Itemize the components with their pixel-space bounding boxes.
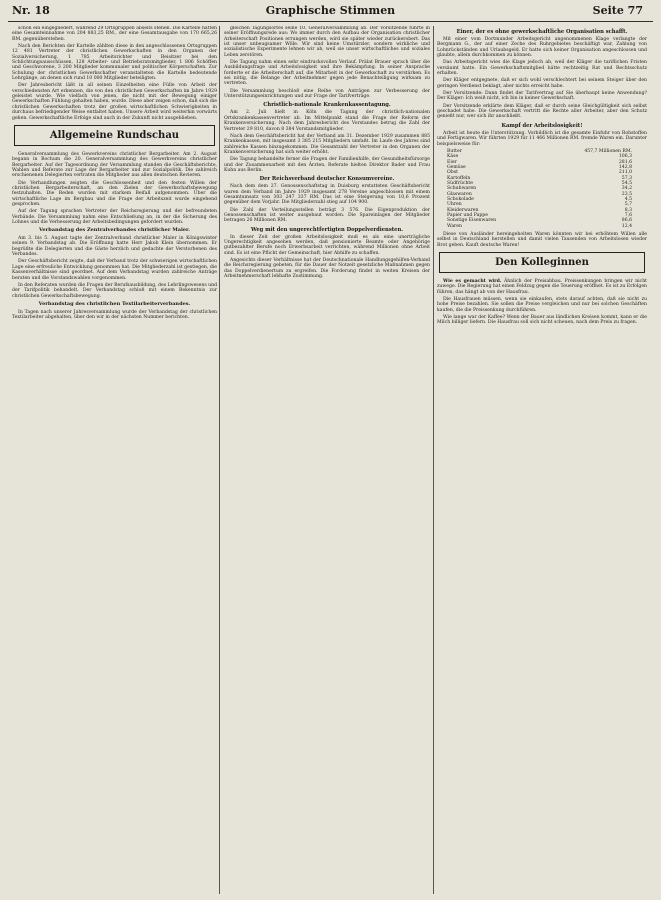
import-table: [447, 149, 632, 229]
column-2: [224, 26, 430, 896]
article-heading: Kampf der Arbeitslosigkeit!: [501, 122, 583, 129]
import-value: 106,3: [618, 154, 632, 160]
article-paragraph: Diese von Ausländer hereingeholten Waren könnten wir bei erhöhtem Willen alle selbst in Deutschland herstellen und damit vielen Tausenden von Arbeitslosen wieder Brot geben. Kauft deutsche Waren!: [437, 232, 647, 248]
import-item: Waren: [447, 223, 462, 229]
article-paragraph: Am 3. bis 5. August tagte der Zentralverband christlicher Maler in Königswinter seinen 9. Verbandstag ab. Die Eröffnung hatte Herr Jakob Klein übernommen. Er begrüßte die Delegierten und die Gäste herzlich und gedachte der Verstorbenen des Verbandes.: [12, 236, 217, 258]
article-paragraph: gleichen Tagungsortes seine 10. Generalversammlung ab. Der Vorsitzende führte in seiner Eröffnungsrede aus: Wo immer durch den Aufbau der Organisation christlicher Arbeiterschaft Positionen errungen werden, wird sie später wieder zurückerobert. Das ist unser unbeugsamer Wille. Wir sind keine Umstürzler, sondern wirkliche und sozialistische Experimente lehnen wir ab, weil sie unser wirtschaftliches und soziales Leben zerstören.: [224, 26, 430, 58]
article-heading: Der Reichsverband deutscher Konsumvereine.: [259, 176, 395, 183]
article-paragraph: Der Jahresbericht läßt in all seinen Einzelheiten eine Fülle von Arbeit der verschiedensten Art erkennen, die von den christlichen Gewerkschaften im Jahre 1929 geleistet wurde. Wie vielfach von jenen, die nicht mit der Bewegung einiger Gewerkschaften Fühlung gehalten haben, wurde. Diese aber zeigen schon, daß sich die christlichen Gewerkschaften trotz der großen wirtschaftlichen Schwierigkeiten in durchaus befriedigender Weise entfaltet haben. Unsere Arbeit wird weiterhin vorwärts gehen. Gewerkschaftliche Erfolge sind auch in der Zukunft nicht ausgeblieben.: [12, 83, 217, 121]
column-1: [12, 26, 217, 896]
article-paragraph: Der Geschäftsbericht zeigte, daß der Verband trotz der schwierigen wirtschaftlichen Lage eine erfreuliche Entwicklung genommen hat. Die Mitgliederzahl ist gestiegen, die Kassenverhältnisse sind geordnet. Auf dem Verbandstag wurden zahlreiche Anträge beraten und die Vorstandswahlen vorgenommen.: [12, 259, 217, 281]
import-item: Schokolade: [447, 196, 474, 202]
article-paragraph: Angesichts dieser Verhältnisse hat der Deutschnationale Handlungsgehilfen-Verband die Reichsregierung gebeten, für die Dauer der Notzeit gesetzliche Maßnahmen gegen das Doppelverdienertum zu ergreifen. Die Forderung findet in weiten Kreisen der Arbeitnehmerschaft lebhafte Zustimmung.: [224, 258, 430, 280]
article-paragraph: Die Versammlung beschloß eine Reihe von Anträgen zur Verbesserung der Unterstützungseinrichtungen und zur Frage der Tarifverträge.: [224, 88, 430, 100]
import-item: Gemüse: [447, 164, 466, 170]
article-paragraph: Der Vorsitzende: Dann findet der Tarifvertrag auf Sie überhaupt keine Anwendung? Der Kläger: Ich weiß nicht, ich bin in keiner Gewerkschaft.: [437, 91, 647, 102]
article-paragraph: Am 2. Juli hielt in Köln die Tagung der christlich-nationalen Ortskrankenkassenvertreter ab. Im Mittelpunkt stand die Frage der Reform der Krankenversicherung. Nach dem Jahresbericht des Vorstandes betrug die Zahl der Vertreter 29 810, davon 8 384 Vorstandsmitglieder.: [224, 110, 430, 132]
article-paragraph: Die Hausfrauen müssen, wenn sie einkaufen, stets darauf achten, daß sie nicht zu hohe Preise bezahlen. Sie sollen die Preise vergleichen und nur bei solchen Geschäften kaufen, die die Preissenkung durchführen.: [437, 297, 647, 313]
article-paragraph: Wie lange war der Kaffee? Wenn der Bauer aus ländlichen Kreisen kommt, kann er die Milch billiger liefern. Die Hausfrau soll sich nicht scheuen, nach dem Preis zu fragen.: [437, 315, 647, 326]
article-heading: Weg mit den ungerechtfertigten Doppelverdiensten.: [250, 226, 404, 233]
article-paragraph: Arbeit ist heute die Unterstützung. Vorbildlich ist die gesamte Einfuhr von Rohstoffen und Fertigwaren. Wir führten 1929 für 11 466 Millionen RM. fremde Waren ein. Darunter beispielsweise für:: [437, 130, 647, 147]
article-heading: Verbandstag des christlichen Textilarbeiterverbandes.: [38, 300, 191, 307]
article-paragraph: Generalversammlung des Gewerkvereins christlicher Bergarbeiter. Am 2. August begann in Bochum die 20. Generalversammlung des Gewerkvereins christlicher Bergarbeiter. Auf der Tagesordnung der Versammlung standen die Geschäftsberichte, Wahlen und Referate zur Lage der Bergarbeiter und zur Sozialpolitik. Die zahlreich erschienenen Delegierten vertraten die Mitglieder aus allen deutschen Revieren.: [12, 151, 217, 179]
import-item: Butter: [447, 148, 462, 154]
import-value: 34,2: [621, 186, 632, 192]
article-lead: Wie es gemacht wird.: [443, 279, 502, 285]
article-paragraph: Der Vorsitzende erklärte dem Kläger, daß er durch seine Gleichgültigkeit sich selbst geschadet habe. Die Gewerkschaft vertritt die Rechte aller Arbeiter, aber den Schutz genießt nur, wer sich ihr anschließt.: [437, 103, 647, 120]
import-item: Papier und Pappe: [447, 212, 488, 218]
article-heading: Christlich-nationale Krankenkassentagung.: [263, 102, 391, 109]
column-3: [437, 26, 647, 896]
import-value: 86,6: [621, 218, 632, 224]
article-paragraph: Die Zahl der Verteilungsstellen beträgt 3 576. Die Eigenproduktion der Genossenschaften ist weiter ausgebaut worden. Die Spareinlagen der Mitglieder betragen 26 Millionen RM.: [224, 207, 430, 224]
import-item: Obst: [447, 170, 458, 176]
article-paragraph: Mit einer vom Dortmunder Arbeitsgericht angenommenen Klage verlangte der Bergmann G., der auf einer Zeche des Ruhrgebietes beschäftigt war, Zahlung von Lohnrückständen und Urlaubsgeld. Er hatte sich keiner Organisation angeschlossen und glaubte, allein durchkommen zu können.: [437, 37, 647, 59]
section-heading-allgemeine-rundschau: Allgemeine Rundschau: [14, 125, 215, 146]
article-paragraph: Der Kläger entgegnete, daß er sich wohl verschlechtert bei seinem Steiger über den geringen Verdienst beklagt, aber nichts erreicht habe.: [437, 78, 647, 89]
import-value: 8,3: [624, 207, 632, 213]
import-value: 7,6: [624, 212, 632, 218]
article-paragraph: In Tagen nach unserer Jahresversammlung wurde der Verbandstag der christlichen Textilarbeiter abgehalten, über den wir in der nächsten Nummer berichten.: [12, 309, 217, 321]
column-divider: [433, 26, 434, 894]
article-paragraph: Nach den Berichten der Kartelle zählten diese in den angeschlossenen Ortsgruppen 12 481 Vertreter der christlichen Gewerkschaften in den Organen der Sozialversicherung, 1 785 Arbeitsrichter und Beisitzer bei den Schlichtungsausschüssen, 128 Arbeiter- und Betriebsratsmitglieder, 1 806 Schöffen und Geschworene, 3 200 Mitglieder kommunaler und politischer Körperschaften. Zur Schulung der christlichen Gewerkschafter veranstalteten die Kartelle bedeutende Lehrgänge, an denen sich rund 10 000 Mitglieder beteiligten.: [12, 44, 217, 82]
article-text: Ähnlich der Preisabbau. Preissenkungen bringen wir nicht zuwege. Die Regierung hat einen Feldzug gegen die Teuerung eröffnet. Es ist zu Erfolgen führen, das hängt ab von der Hausfrau.: [437, 279, 647, 295]
page-number: Seite 77: [592, 4, 643, 17]
article-paragraph: In den Referaten wurden die Fragen der Berufsausbildung, des Lehrlingswesens und der Tarifpolitik behandelt. Der Verbandstag schloß mit einem Bekenntnis zur christlichen Gewerkschaftsbewegung.: [12, 282, 217, 299]
column-divider: [219, 26, 220, 894]
import-value: 5,7: [624, 202, 632, 208]
import-item: Südfrüchte: [447, 180, 473, 186]
article-paragraph: Das Arbeitsgericht wies die Klage jedoch ab, weil der Kläger die tariflichen Fristen versäumt hatte. Ein Gewerkschaftsmitglied hätte rechtzeitig Rat und Rechtsschutz erhalten.: [437, 60, 647, 77]
import-value: 23,5: [621, 191, 632, 197]
header-rule: [8, 21, 653, 22]
col1-intro: [12, 26, 217, 121]
article-paragraph: Nach dem dem 27. Genossenschaftstag in Duisburg erstatteten Geschäftsbericht waren dem Verband im Jahre 1929 insgesamt 278 Vereine angeschlossen mit einem Gesamtumsatz von 303 247 337 RM. Das ist eine Steigerung von 10,6 Prozent gegenüber dem Vorjahr. Die Mitgliederzahl stieg auf 104 900.: [224, 184, 430, 206]
article-paragraph: [437, 279, 647, 295]
import-table-row: [447, 224, 632, 229]
import-item: Schuhwaren: [447, 186, 477, 192]
import-item: Glaswaren: [447, 191, 472, 197]
article-paragraph: Auf der Tagung sprachen Vertreter der Reichsregierung und der befreundeten Verbände. Die Versammlung nahm eine Entschließung an, in der die Sicherung des Lohnes und die Verbesserung der Arbeitsbedingungen gefordert wurden.: [12, 209, 217, 225]
article-heading: Verbandstag des Zentralverbandes christlicher Maler.: [39, 227, 190, 234]
page-header: [8, 4, 653, 20]
article-paragraph: In dieser Zeit der großen Arbeitslosigkeit muß es als eine unerträgliche Ungerechtigkeit angesehen werden, daß pensionierte Beamte oder Angehörige gutbezahlter Berufe noch Erwerbsarbeit verrichten, während Millionen ohne Arbeit sind. Es ist eine Pflicht der Gemeinschaft, hier Abhilfe zu schaffen.: [224, 234, 430, 256]
import-item: Käse: [447, 154, 459, 160]
article-paragraph: Die Verhandlungen zeigten die Geschlossenheit und den festen Willen der christlichen Bergarbeiterschaft, an den Zielen der Gewerkschaftsbewegung festzuhalten. Die Reden wurden mit starkem Beifall aufgenommen. Über die wirtschaftliche Lage im Bergbau und die Frage der Arbeitszeit wurde eingehend gesprochen.: [12, 180, 217, 207]
publication-title: Graphische Stimmen: [265, 4, 396, 17]
import-value: 12,4: [621, 223, 632, 229]
import-value: 211,0: [618, 170, 632, 176]
import-value: 57,3: [621, 175, 632, 181]
article-paragraph: Die Tagung nahm einen sehr eindrucksvollen Verlauf. Prälat Brauer sprach über die Ausbildungsfrage und Arbeitslosigkeit und ihre Bekämpfung. In seiner Ansprache forderte er die Arbeiterschaft auf, die Mitarbeit in der Gewerkschaft zu verstärken. Es sei nötig, die Belange der Arbeitnehmer gegen jede Benachteiligung wirksam zu vertreten.: [224, 60, 430, 87]
import-value: 281,6: [618, 159, 632, 165]
import-value: 4,5: [624, 196, 632, 202]
import-value: 457,7 Millionen RM.: [584, 148, 632, 154]
import-item: Eier: [447, 159, 457, 165]
article-paragraph: Nach dem Geschäftsbericht hat der Verband am 31. Dezember 1929 zusammen 885 Krankenkassen, mit insgesamt 3 385 215 Mitgliedern umfaßt. Im Laufe des Jahres sind zahlreiche Kassen hinzugekommen. Die Gesamtzahl der Vertreter in den Organen der Krankenversicherung hat sich weiter erhöht.: [224, 133, 430, 155]
import-item: Kleiderwaren: [447, 207, 479, 213]
import-item: Kartoffeln: [447, 175, 471, 181]
section-heading-den-kolleginnen: Den Kolleginnen: [439, 252, 645, 273]
article-paragraph: Die Tagung behandelte ferner die Fragen der Familienhilfe, der Gesundheitsfürsorge und der Zusammenarbeit mit den Ärzten. Referate hielten Direktor Bader und Frau Kuhn aus Berlin.: [224, 157, 430, 173]
issue-number: Nr. 18: [12, 4, 50, 17]
article-heading: Einer, der es ohne gewerkschaftliche Organisation schafft.: [456, 29, 628, 35]
import-value: 54,5: [621, 180, 632, 186]
import-item: Sonstige Eisenwaren: [447, 218, 497, 224]
article-paragraph: schon ein eingegliedert, während 29 Ortsgruppen abseits stehen. Die Kartelle hatten eine Gesamteinnahme von 204 883,25 RM., der eine Gesamtausgabe von 170 665,26 RM. gegenüberstehen.: [12, 26, 217, 42]
import-value: 142,8: [618, 164, 632, 170]
import-item: Uhren: [447, 202, 462, 208]
